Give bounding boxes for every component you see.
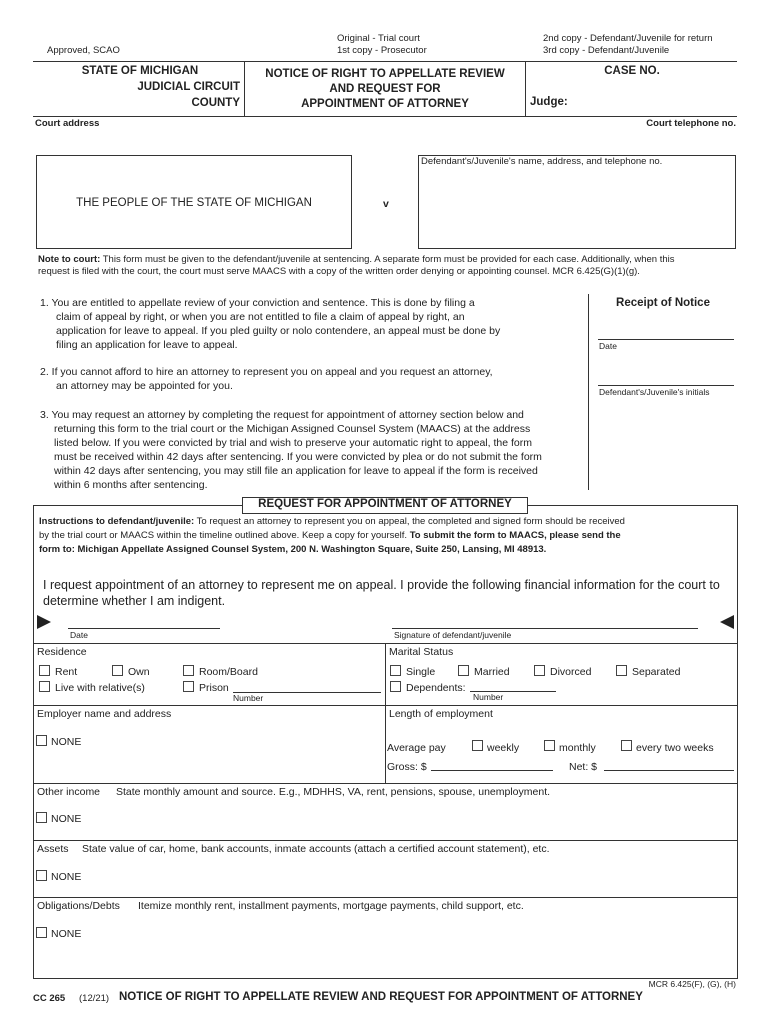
row-rule	[33, 897, 737, 898]
instructions-line1	[39, 516, 625, 527]
receipt-initials-label: Defendant's/Juvenile's initials	[599, 387, 710, 397]
room-board-label: Room/Board	[199, 666, 258, 678]
item-1	[40, 296, 500, 352]
header-bottom-rule	[33, 116, 737, 117]
request-date-line[interactable]	[68, 628, 220, 629]
single-label: Single	[406, 666, 436, 678]
other-income-none-checkbox[interactable]	[36, 812, 47, 823]
form-number: CC 265	[33, 993, 66, 1004]
obligations-description: Itemize monthly rent, installment payments, mortgage payments, child support, etc.	[138, 900, 524, 912]
item-3-line: within 6 months after sentencing.	[54, 479, 208, 491]
mcr-citation: MCR 6.425(F), (G), (H)	[648, 979, 736, 989]
header-divider-2	[525, 61, 526, 116]
assets-none-label: NONE	[51, 871, 82, 883]
residence-label: Residence	[37, 646, 87, 658]
receipt-title: Receipt of Notice	[616, 297, 710, 309]
copy-third: 3rd copy - Defendant/Juvenile	[543, 45, 670, 56]
room-board-checkbox[interactable]	[183, 665, 194, 676]
case-no-label: CASE NO.	[604, 65, 660, 77]
single-checkbox[interactable]	[390, 665, 401, 676]
state-of-michigan: STATE OF MICHIGAN	[81, 65, 199, 77]
court-address-label: Court address	[35, 118, 100, 129]
obligations-none-checkbox[interactable]	[36, 927, 47, 938]
section-left-border	[33, 505, 34, 978]
assets-none-checkbox[interactable]	[36, 870, 47, 881]
signature-label: Signature of defendant/juvenile	[394, 630, 512, 640]
arrow-left-icon	[720, 615, 734, 629]
item-3-line: within 42 days after sentencing, you may still file an application for leave to appeal if the form is received	[54, 465, 538, 477]
instructions-text1: To request an attorney to represent you on appeal, the completed and signed form should be received	[194, 516, 625, 527]
rent-label: Rent	[55, 666, 78, 678]
receipt-date-label: Date	[599, 341, 617, 351]
note-text-line1: This form must be given to the defendant/juvenile at sentencing. A separate form must be provided for each case. Additionally, when this	[100, 254, 675, 265]
form-title-line1: NOTICE OF RIGHT TO APPELLATE REVIEW	[265, 68, 505, 80]
header-divider-1	[244, 61, 245, 116]
dependents-number-label: Number	[473, 692, 504, 702]
item-2-line: 2. If you cannot afford to hire an attorney to represent you on appeal and you request an attorney,	[40, 366, 493, 378]
footer-title: NOTICE OF RIGHT TO APPELLATE REVIEW AND REQUEST FOR APPOINTMENT OF ATTORNEY	[119, 991, 643, 1003]
other-income-none-label: NONE	[51, 813, 82, 825]
net-label: Net: $	[569, 761, 598, 773]
row-rule	[33, 783, 737, 784]
live-with-relatives-label: Live with relative(s)	[55, 682, 145, 694]
separated-label: Separated	[632, 666, 681, 678]
request-statement-line1: I request appointment of an attorney to represent me on appeal. I provide the following financial information for the court to	[43, 578, 720, 592]
divorced-checkbox[interactable]	[534, 665, 545, 676]
married-label: Married	[474, 666, 510, 678]
monthly-label: monthly	[559, 742, 596, 754]
request-heading: REQUEST FOR APPOINTMENT OF ATTORNEY	[258, 498, 512, 510]
weekly-checkbox[interactable]	[472, 740, 483, 751]
instructions-label: Instructions to defendant/juvenile:	[39, 516, 195, 527]
versus-label: v	[383, 198, 389, 210]
length-of-employment-label: Length of employment	[389, 708, 493, 720]
gross-label: Gross: $	[387, 761, 427, 773]
employer-label: Employer name and address	[37, 708, 172, 720]
arrow-right-icon	[37, 615, 51, 629]
approved-scao: Approved, SCAO	[47, 45, 120, 56]
obligations-none-label: NONE	[51, 928, 82, 940]
item-1-line: filing an application for leave to appeal.	[56, 339, 238, 351]
note-label: Note to court:	[38, 254, 101, 265]
judicial-circuit: JUDICIAL CIRCUIT	[137, 81, 240, 93]
judge-label: Judge:	[530, 96, 568, 108]
form-title-line3: APPOINTMENT OF ATTORNEY	[301, 98, 469, 110]
item-2-line: an attorney may be appointed for you.	[56, 380, 233, 392]
defendant-box-label: Defendant's/Juvenile's name, address, and telephone no.	[421, 156, 663, 167]
row-rule	[33, 705, 737, 706]
receipt-initials-line[interactable]	[598, 385, 734, 386]
note-to-court	[38, 254, 674, 265]
copy-first: 1st copy - Prosecutor	[337, 45, 427, 56]
county-label: COUNTY	[191, 97, 240, 109]
people-of-michigan: THE PEOPLE OF THE STATE OF MICHIGAN	[76, 197, 312, 209]
weekly-label: weekly	[487, 742, 520, 754]
request-statement-line2: determine whether I am indigent.	[43, 594, 226, 608]
item-3-line: must be received within 42 days after sentencing. If you were convicted by plea or do not submit the form	[54, 451, 542, 463]
prison-checkbox[interactable]	[183, 681, 194, 692]
section-right-border	[737, 505, 738, 978]
prison-label: Prison	[199, 682, 229, 694]
other-income-label: Other income	[37, 786, 101, 798]
marital-status-label: Marital Status	[389, 646, 454, 658]
form-title-line2: AND REQUEST FOR	[329, 83, 441, 95]
employer-none-label: NONE	[51, 736, 82, 748]
item-2	[40, 365, 493, 393]
monthly-checkbox[interactable]	[544, 740, 555, 751]
court-telephone-label: Court telephone no.	[646, 118, 736, 129]
dependents-checkbox[interactable]	[390, 681, 401, 692]
item-1-line: application for leave to appeal. If you pled guilty or nolo contendere, an appeal must be done by	[56, 325, 501, 337]
instructions-maacs-address: form to: Michigan Appellate Assigned Counsel System, 200 N. Washington Square, Suite 250, Lansing, MI 48913.	[39, 544, 547, 555]
gross-input-line[interactable]	[431, 770, 553, 771]
prison-number-label: Number	[233, 693, 264, 703]
instructions-line2	[39, 530, 621, 541]
every-two-weeks-checkbox[interactable]	[621, 740, 632, 751]
separated-checkbox[interactable]	[616, 665, 627, 676]
rent-checkbox[interactable]	[39, 665, 50, 676]
item-3-line: listed below. If you were convicted by trial and wish to preserve your automatic right to appeal, the form	[54, 437, 532, 449]
instructions-text2a: by the trial court or MAACS within the timeline outlined above. Keep a copy for yourself.	[39, 530, 410, 541]
net-input-line[interactable]	[604, 770, 734, 771]
instructions-text2b: To submit the form to MAACS, please send the	[409, 530, 621, 541]
assets-description: State value of car, home, bank accounts, inmate accounts (attach a certified account statement), etc.	[82, 843, 550, 855]
form-revision-date: (12/21)	[79, 993, 110, 1004]
item-1-line: claim of appeal by right, or when you are not entitled to file a claim of appeal by right, an	[56, 311, 465, 323]
receipt-divider	[588, 294, 589, 490]
signature-line[interactable]	[392, 628, 698, 629]
married-checkbox[interactable]	[458, 665, 469, 676]
item-3	[40, 408, 542, 492]
average-pay-label: Average pay	[387, 742, 446, 754]
defendant-box[interactable]	[418, 155, 736, 249]
item-3-line: 3. You may request an attorney by completing the request for appointment of attorney section below and	[40, 409, 524, 421]
live-with-relatives-checkbox[interactable]	[39, 681, 50, 692]
receipt-date-line[interactable]	[598, 339, 734, 340]
request-date-label: Date	[70, 630, 88, 640]
item-3-line: returning this form to the trial court or the Michigan Assigned Counsel System (MAACS) at the address	[54, 423, 531, 435]
employer-none-checkbox[interactable]	[36, 735, 47, 746]
row-rule	[33, 840, 737, 841]
item-1-line: 1. You are entitled to appellate review of your conviction and sentence. This is done by filing a	[40, 297, 475, 309]
own-checkbox[interactable]	[112, 665, 123, 676]
copy-second: 2nd copy - Defendant/Juvenile for return	[543, 33, 713, 44]
divorced-label: Divorced	[550, 666, 592, 678]
every-two-weeks-label: every two weeks	[636, 742, 714, 754]
assets-label: Assets	[37, 843, 69, 855]
obligations-label: Obligations/Debts	[37, 900, 120, 912]
column-divider	[385, 643, 386, 783]
dependents-label: Dependents:	[406, 682, 466, 694]
own-label: Own	[128, 666, 150, 678]
header-top-rule	[33, 61, 737, 62]
other-income-description: State monthly amount and source. E.g., MDHHS, VA, rent, pensions, spouse, unemployment.	[116, 786, 551, 798]
copy-original: Original - Trial court	[337, 33, 420, 44]
note-text-line2: request is filed with the court, the court must serve MAACS with a copy of the written order denying or appointing counsel. MCR 6.425(G)(1)(g).	[38, 266, 640, 277]
